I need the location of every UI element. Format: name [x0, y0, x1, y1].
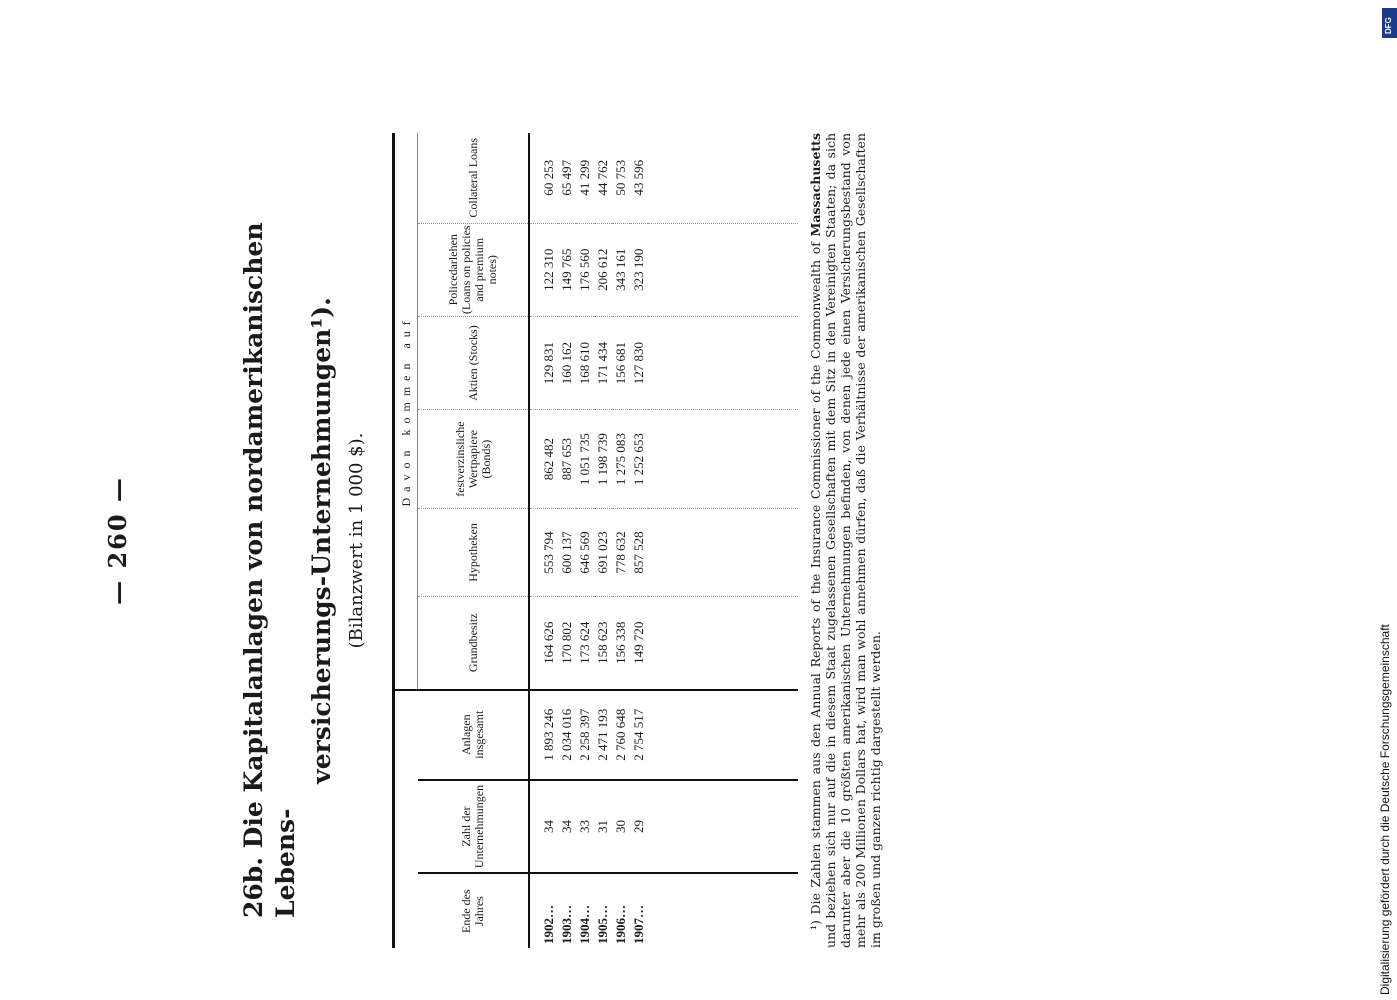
cell-policy-loans: 206 612	[594, 223, 612, 316]
dfg-logo-icon	[1382, 8, 1397, 38]
page-number: — 260 —	[103, 476, 132, 605]
rotated-book-page	[98, 133, 928, 948]
digitization-credit: Digitalisierung gefördert durch die Deutsche Forschungsgemeinschaft	[1378, 624, 1392, 995]
cell-real-estate: 173 624	[576, 596, 594, 689]
cell-count: 34	[558, 780, 576, 874]
cell-total: 2 760 648	[612, 690, 630, 780]
footnote-text-end: und beziehen sich nur auf die in diesem Staat zugelassenen Gesellschaften mit dem Sitz in den Vereinigten Staaten; da sich darunter aber die 10 größten amerikanischen Unternehmungen befinden, von denen jede einen Versicherungsbestand von mehr als 200 Millionen Dollars hat, wird man wohl annehmen dürfen, daß die Verhältnisse der amerikanischen Gesellschaften im großen und ganzen richtig dargestellt werden.	[823, 133, 883, 948]
cell-real-estate: 149 720	[630, 596, 648, 689]
cell-bonds: 1 198 739	[594, 410, 612, 509]
cell-stocks: 171 434	[594, 316, 612, 409]
cell-total: 1 893 246	[529, 690, 558, 780]
col-header-stocks: Aktien (Stocks)	[418, 316, 530, 409]
cell-stocks: 160 162	[558, 316, 576, 409]
footnote	[808, 133, 883, 948]
cell-real-estate: 170 802	[558, 596, 576, 689]
cell-policy-loans: 343 161	[612, 223, 630, 316]
capital-investments-table	[392, 133, 798, 948]
col-header-mortgages: Hypotheken	[418, 509, 530, 597]
col-header-bonds: festverzinsliche Wertpapiere (Bonds)	[418, 410, 530, 509]
cell-collateral: 50 753	[612, 133, 630, 223]
page-title: 26b. Die Kapitalanlagen von nordamerikanischen Lebens-	[239, 222, 300, 918]
cell-stocks: 129 831	[529, 316, 558, 409]
footnote-bold-word: Massachusetts	[808, 133, 823, 237]
cell-bonds: 887 653	[558, 410, 576, 509]
cell-total: 2 471 193	[594, 690, 612, 780]
table-row	[529, 133, 558, 948]
group-header: Davon kommen auf	[394, 133, 418, 690]
cell-policy-loans: 149 765	[558, 223, 576, 316]
col-header-total: Anlagen insgesamt	[418, 690, 530, 780]
col-header-real-estate: Grundbesitz	[418, 596, 530, 689]
cell-year: 1904…	[577, 905, 592, 944]
cell-policy-loans: 323 190	[630, 223, 648, 316]
cell-collateral: 41 299	[576, 133, 594, 223]
cell-policy-loans: 176 560	[576, 223, 594, 316]
table-row	[630, 133, 648, 948]
cell-total: 2 258 397	[576, 690, 594, 780]
footnote-text-start: Die Zahlen stammen aus den Annual Reports of the Insurance Commissioner of the Commonwealth of	[808, 236, 823, 915]
cell-mortgages: 553 794	[529, 509, 558, 597]
cell-stocks: 127 830	[630, 316, 648, 409]
cell-stocks: 156 681	[612, 316, 630, 409]
cell-year: 1905…	[595, 905, 610, 944]
cell-collateral: 44 762	[594, 133, 612, 223]
col-header-count: Zahl der Unternehmungen	[418, 780, 530, 874]
cell-count: 34	[529, 780, 558, 874]
cell-stocks: 168 610	[576, 316, 594, 409]
cell-real-estate: 158 623	[594, 596, 612, 689]
cell-mortgages: 600 137	[558, 509, 576, 597]
col-header-policy-loans: Policedarlehen (Loans on policies and premium notes)	[418, 223, 530, 316]
cell-real-estate: 156 338	[612, 596, 630, 689]
cell-collateral: 60 253	[529, 133, 558, 223]
cell-collateral: 65 497	[558, 133, 576, 223]
table-row	[558, 133, 576, 948]
cell-total: 2 754 517	[630, 690, 648, 780]
table-row	[576, 133, 594, 948]
page-subtitle: (Bilanzwert in 1 000 $).	[346, 432, 367, 649]
footnote-marker: ¹)	[808, 920, 823, 930]
cell-mortgages: 646 569	[576, 509, 594, 597]
cell-bonds: 1 051 735	[576, 410, 594, 509]
cell-bonds: 1 252 653	[630, 410, 648, 509]
cell-bonds: 862 482	[529, 410, 558, 509]
cell-collateral: 43 596	[630, 133, 648, 223]
cell-count: 33	[576, 780, 594, 874]
cell-total: 2 034 016	[558, 690, 576, 780]
cell-year: 1907…	[631, 905, 646, 944]
col-header-year: Ende des Jahres	[418, 873, 530, 948]
cell-year: 1903…	[559, 905, 574, 944]
cell-year: 1906…	[613, 905, 628, 944]
cell-policy-loans: 122 310	[529, 223, 558, 316]
dfg-badge-text: DFG	[1384, 17, 1393, 34]
cell-real-estate: 164 626	[529, 596, 558, 689]
cell-mortgages: 691 023	[594, 509, 612, 597]
cell-count: 31	[594, 780, 612, 874]
cell-count: 29	[630, 780, 648, 874]
page-title-line2: versicherungs-Unternehmungen¹).	[307, 297, 336, 784]
cell-bonds: 1 275 083	[612, 410, 630, 509]
col-header-collateral: Collateral Loans	[418, 133, 530, 223]
table-row	[612, 133, 630, 948]
table-row	[594, 133, 612, 948]
cell-mortgages: 778 632	[612, 509, 630, 597]
cell-count: 30	[612, 780, 630, 874]
cell-mortgages: 857 528	[630, 509, 648, 597]
cell-year: 1902…	[541, 905, 556, 944]
